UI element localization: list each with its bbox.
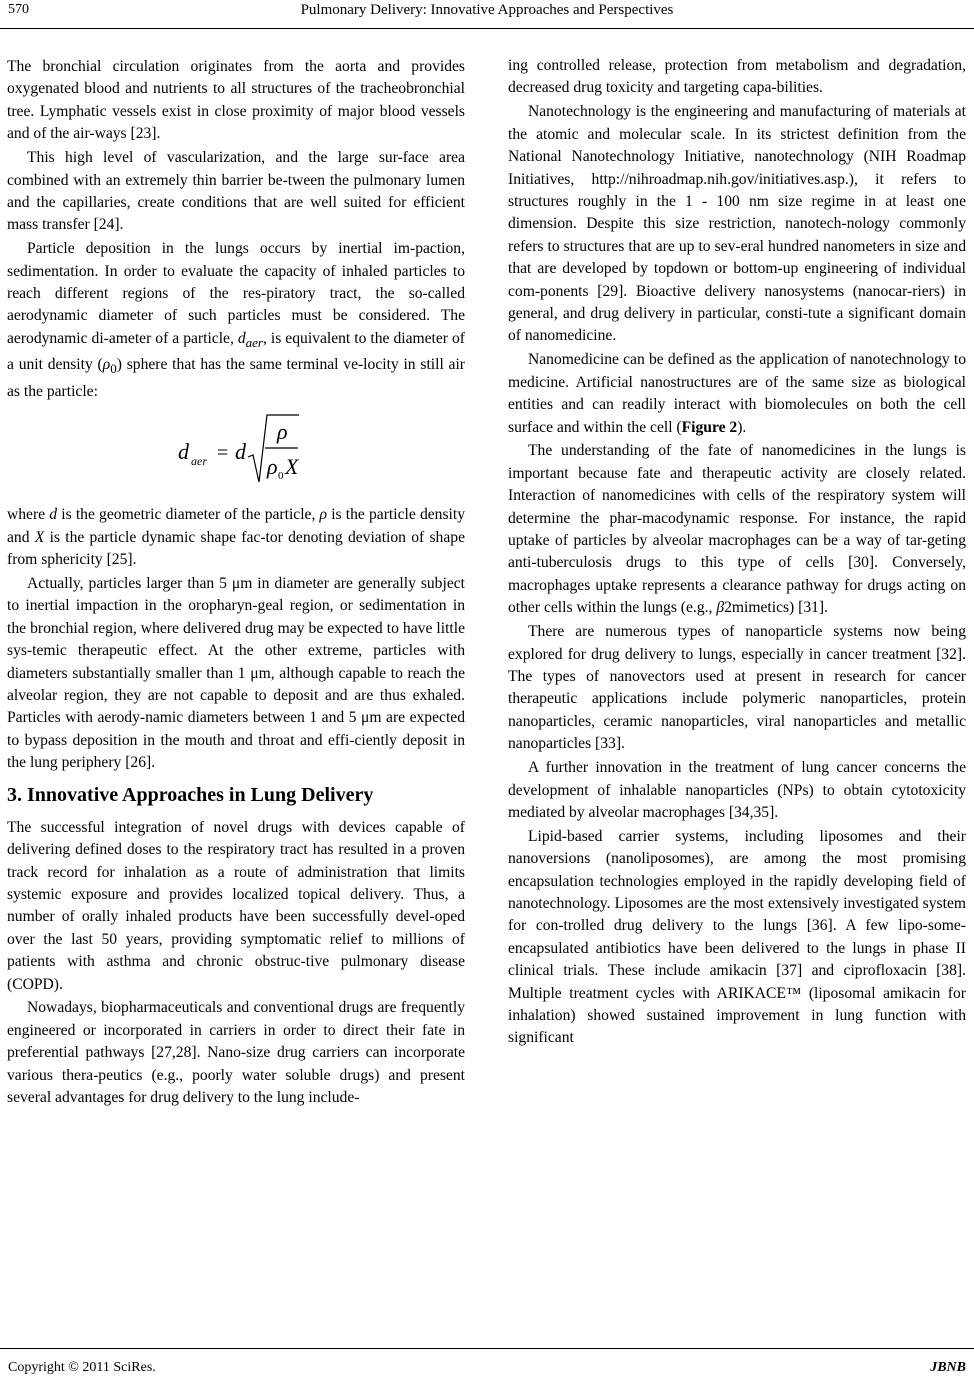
right-column <box>508 55 966 1051</box>
paragraph: Particle deposition in the lungs occurs by inertial im-paction, sedimentation. In order to evaluate the capacity of inhaled particles to reach different regions of the res-piratory tract, the so-called aerodynamic diameter of such particles must be considered. The aerodynamic di-ameter of a particle, $d_{aer}$, is equivalent to the diameter of a unit density $(\rho_0)$ sphere that has the same terminal ve-locity in still air as the particle: <box>7 240 465 400</box>
equation-numerator: ρ <box>277 419 288 445</box>
equation-rhs-symbol: d <box>235 439 246 465</box>
paragraph: where d is the geometric diameter of the particle, ρ is the particle density and X is the particle dynamic shape fac-tor denoting deviation of shape from sphericity [25]. <box>7 506 465 569</box>
aerodynamic-diameter-equation <box>7 410 465 494</box>
math-variable: ρ <box>102 356 111 374</box>
journal-abbreviation: JBNB <box>930 1360 966 1375</box>
equation-denominator-symbol: ρ <box>267 454 278 480</box>
footer-rule <box>0 1348 974 1349</box>
copyright-notice: Copyright © 2011 SciRes. <box>8 1360 156 1375</box>
paragraph: A further innovation in the treatment of lung cancer concerns the development of inhalable nanoparticles (NPs) to obtain cytotoxicity mediated by alveolar macrophages [34,35]. <box>508 759 966 821</box>
paragraph: ing controlled release, protection from metabolism and degradation, decreased drug toxicity and targeting capa-bilities. <box>508 57 966 97</box>
page-number: 570 <box>8 2 29 17</box>
running-title: Pulmonary Delivery: Innovative Approaches and Perspectives <box>300 2 674 18</box>
section-heading: 3. Innovative Approaches in Lung Delivery <box>7 783 374 806</box>
paragraph: There are numerous types of nanoparticle systems now being explored for drug delivery to lungs, especially in cancer treatment [32]. The types of nanovectors used at present in research for cancer therapeutic applications include polymeric nanoparticles, protein nanoparticles, ceramic nanoparticles, viral nanoparticles and metallic nanoparticles [33]. <box>508 623 966 753</box>
paragraph: The understanding of the fate of nanomedicines in the lungs is important because fate and therapeutic activity are closely related. Interaction of nanomedicines with cells of the respiratory system will determine the phar-macodynamic response. For instance, the rapid uptake of particles by alveolar macrophages can be a way of tar-geting anti-tuberculosis drugs to this type of cells [30]. Conversely, macrophages uptake represents a clearance pathway for drugs acting on other cells within the lungs (e.g., β2mimetics) [31]. <box>508 442 966 617</box>
equation-equals: = <box>217 442 229 465</box>
paragraph: Lipid-based carrier systems, including liposomes and their nanoversions (nanoliposomes), are among the most promising encapsulation technologies employed in the rapidly developing field of nanotechnology. Liposomes are the most extensively investigated system for con-trolled drug delivery to the lungs [36]. A few lipo-some-encapsulated antibiotics have been delivered to the lungs in phase II clinical trials. These include amikacin [37] and ciprofloxacin [38]. Multiple treatment cycles with ARIKACE™ (liposomal amikacin for inhalation) showed sustained improvement in lung function with significant <box>508 827 966 1047</box>
equation-denominator-subscript: 0 <box>278 470 284 483</box>
figure-reference: Figure 2 <box>681 418 738 436</box>
paragraph: The successful integration of novel drugs with devices capable of delivering defined doses to the respiratory tract has resulted in a proven track record for inhalation as a route of administration that limits systemic exposure and provides localized topical delivery. Thus, a number of orally inhaled products have been successfully devel-oped over the last 50 years, providing symptomatic relief to millions of patients with asthma and chronic obstruc-tive pulmonary disease (COPD). <box>7 818 465 993</box>
paragraph: This high level of vascularization, and the large sur-face area combined with an extremely thin barrier be-tween the pulmonary lumen and the capillaries, create conditions that are well suited for efficient mass transfer [24]. <box>7 149 465 234</box>
paragraph: Nanomedicine can be defined as the application of nanotechnology to medicine. Artificial nanostructures are of the same size as biological entities and can readily interact with biomolecules on both the cell surface and within the cell (Figure 2). <box>508 351 966 436</box>
equation-lhs-symbol: d <box>178 439 189 465</box>
equation-lhs-subscript: aer <box>191 454 207 469</box>
paragraph: Nowadays, biopharmaceuticals and conventional drugs are frequently engineered or incorporated in carriers in order to direct their fate in preferential pathways [27,28]. Nano-size drug carriers can incorporate various thera-peutics (e.g., poorly water soluble drugs) and present several advantages for drug delivery to the lung include- <box>7 999 465 1107</box>
paragraph: The bronchial circulation originates from the aorta and provides oxygenated blood and nutrients to all structures of the tracheobronchial tree. Lymphatic vessels exist in close proximity of major blood vessels and of the air-ways [23]. <box>7 58 465 143</box>
paragraph: Actually, particles larger than 5 μm in diameter are generally subject to inertial impaction in the oropharyn-geal region, or sedimentation in the bronchial region, where delivered drug may be expected to have little sys-temic therapeutic effect. At the other extreme, particles with diameters substantially smaller than 1 μm, although capable to reach the alveolar region, they are not capable to deposit and are thus exhaled. Particles with aerody-namic diameters between 1 and 5 μm are expected to bypass deposition in the mouth and throat and effi-ciently deposit in the lung periphery [26]. <box>7 575 465 772</box>
math-variable: d <box>237 329 246 347</box>
equation-denominator-var: X <box>285 454 299 480</box>
left-column <box>7 56 465 1111</box>
header-rule <box>0 28 974 29</box>
paragraph: Nanotechnology is the engineering and manufacturing of materials at the atomic and molecular scale. In its strictest definition from the National Nanotechnology Initiative, nanotechnology (NIH Roadmap Initiatives, http://nihroadmap.nih.gov/initiatives.asp.), it refers to structures roughly in the 1 - 100 nm size regime in at least one dimension. Despite this size restriction, nanotech-nology commonly refers to structures that are up to sev-eral hundred nanometers in size and that are developed by topdown or bottom-up engineering of individual com-ponents [29]. Bioactive delivery nanosystems (nanocar-riers) in general, and drug delivery in particular, consti-tute a significant domain of nanomedicine. <box>508 103 966 345</box>
